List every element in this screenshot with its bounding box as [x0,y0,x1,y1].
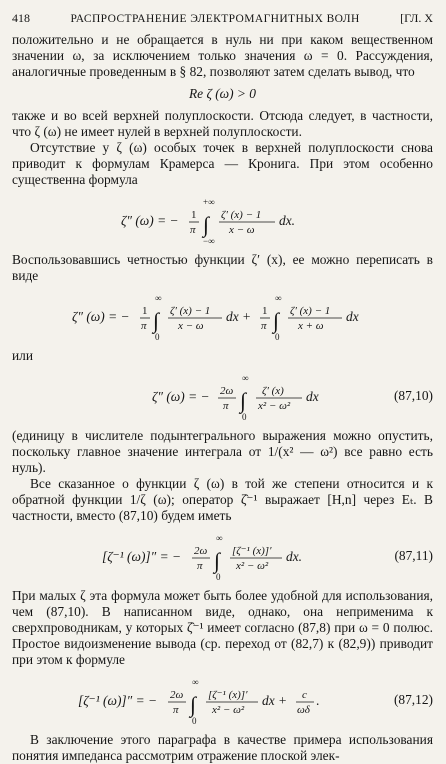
svg-text:∫: ∫ [152,308,159,333]
equation-kk2 [12,290,433,342]
svg-text:ζ′ (x) − 1: ζ′ (x) − 1 [289,305,330,317]
svg-text:∫: ∫ [214,548,221,573]
svg-text:.: . [316,693,320,708]
svg-text:0: 0 [274,332,279,342]
svg-text:∫: ∫ [190,692,197,717]
svg-text:∞: ∞ [242,373,249,383]
equation-87-12 [12,674,433,726]
svg-text:0: 0 [154,332,159,342]
equation-87-11-graphic [72,530,372,582]
svg-text:∫: ∫ [272,308,279,333]
svg-text:[ζ⁻¹ (ω)]″ = −: [ζ⁻¹ (ω)]″ = − [78,693,157,708]
svg-text:ζ′ (x) − 1: ζ′ (x) − 1 [169,305,210,317]
svg-text:x + ω: x + ω [297,320,324,332]
svg-text:0: 0 [192,716,197,726]
equation-kramers-kronig [12,194,433,246]
svg-text:∞: ∞ [192,677,199,687]
svg-text:π: π [173,704,179,716]
svg-text:−∞: −∞ [202,236,214,246]
svg-text:dx +: dx + [225,309,251,324]
svg-text:x − ω: x − ω [177,320,204,332]
svg-text:x − ω: x − ω [228,224,255,236]
svg-text:[ζ⁻¹ (ω)]″ = −: [ζ⁻¹ (ω)]″ = − [102,549,181,564]
svg-text:2ω: 2ω [220,385,234,397]
equation-kk2-graphic [58,290,388,342]
chapter-marker: [ГЛ. X [400,11,433,25]
svg-text:1: 1 [141,305,147,317]
equation-re-zeta: Re ζ (ω) > 0 [188,86,257,101]
running-header [12,10,433,32]
running-title: РАСПРОСТРАНЕНИЕ ЭЛЕКТРОМАГНИТНЫХ ВОЛН [70,13,360,25]
paragraph-7: Все сказанное о функции ζ (ω) в той же степени относится и к обратной функции 1/ζ (ω); оператор ζ̂⁻¹ выражает [H,n] через Eₜ. В частности, вместо (87,10) будем иметь [12,476,433,523]
equation-number-87-11: (87,11) [394,548,433,563]
svg-text:dx.: dx. [278,213,295,228]
svg-text:1: 1 [190,209,196,221]
svg-text:[ζ⁻¹ (x)]′: [ζ⁻¹ (x)]′ [208,689,248,701]
paragraph-3: Отсутствие у ζ (ω) особых точек в верхней полуплоскости снова приводит к формулам Крамерса — Кронига. При этом особенно существенна формула [12,140,433,187]
svg-text:∫: ∫ [240,388,247,413]
svg-text:[ζ⁻¹ (x)]′: [ζ⁻¹ (x)]′ [232,545,272,557]
svg-text:1: 1 [261,305,267,317]
equation-87-11 [12,530,433,582]
svg-text:π: π [189,224,196,236]
svg-text:π: π [223,400,229,412]
svg-text:ζ″ (ω) = −: ζ″ (ω) = − [120,213,178,228]
svg-text:x² − ω²: x² − ω² [212,704,245,716]
svg-text:ζ″ (ω) = −: ζ″ (ω) = − [152,389,210,404]
svg-text:dx: dx [345,309,359,324]
paragraph-5: или [12,348,34,363]
svg-text:0: 0 [216,572,221,582]
svg-text:dx: dx [306,389,319,404]
paragraph-8: При малых ζ эта формула может быть более удобной для использования, чем (87,10). В написанном виде, однако, она неприменима к сверхпроводникам, у которых ζ̂⁻¹ имеет согласно (87,8) при ω = 0 полюс. Простое видоизменение вывода (ср. переход от (82,7) к (82,9)) приводит при этом к формуле [12,588,433,667]
paragraph-4: Воспользовавшись четностью функции ζ′ (x), ее можно переписать в виде [12,252,433,283]
equation-87-12-graphic [48,674,348,726]
equation-87-10-graphic [112,370,394,422]
svg-text:ζ″ (ω) = −: ζ″ (ω) = − [71,309,129,324]
svg-text:π: π [197,560,203,572]
svg-text:∫: ∫ [202,212,209,237]
paragraph-1: положительно и не обращается в нуль ни при каком вещественном значении ω, за исключением только значения ω = 0. Рассуждения, аналогичные проведенным в § 82, позволяют затем сделать вывод, что [12,32,433,79]
svg-text:x² − ω²: x² − ω² [258,400,291,412]
paragraph-9: В заключение этого параграфа в качестве примера использования понятия импеданса рассмотрим отражение плоской элек- [12,732,433,763]
equation-number-87-12: (87,12) [393,692,433,707]
equation-number-87-10: (87,10) [393,388,433,403]
equation-kk1-graphic [93,194,353,246]
svg-text:c: c [302,689,307,701]
svg-text:dx +: dx + [262,693,288,708]
svg-text:ζ′ (x) − 1: ζ′ (x) − 1 [220,209,261,221]
svg-text:∞: ∞ [274,293,281,303]
paragraph-6: (единицу в числителе подынтегрального выражения можно опустить, поскольку главное значение интеграла от 1/(x² — ω²) все равно есть нуль). [12,428,433,475]
svg-text:+∞: +∞ [202,197,214,207]
svg-text:dx.: dx. [286,549,302,564]
svg-text:ωδ: ωδ [297,704,310,716]
paragraph-2: также и во всей верхней полуплоскости. Отсюда следует, в частности, что ζ (ω) не имеет нулей в верхней полуплоскости. [12,108,433,139]
svg-text:∞: ∞ [216,533,223,543]
svg-text:π: π [260,320,267,332]
svg-text:2ω: 2ω [170,689,184,701]
svg-text:0: 0 [242,412,247,422]
svg-text:2ω: 2ω [194,545,208,557]
svg-text:∞: ∞ [154,293,161,303]
svg-text:π: π [140,320,147,332]
page-number: 418 [12,11,30,25]
svg-text:ζ′ (x): ζ′ (x) [262,385,284,397]
equation-87-10 [12,370,433,422]
svg-text:x² − ω²: x² − ω² [236,560,269,572]
